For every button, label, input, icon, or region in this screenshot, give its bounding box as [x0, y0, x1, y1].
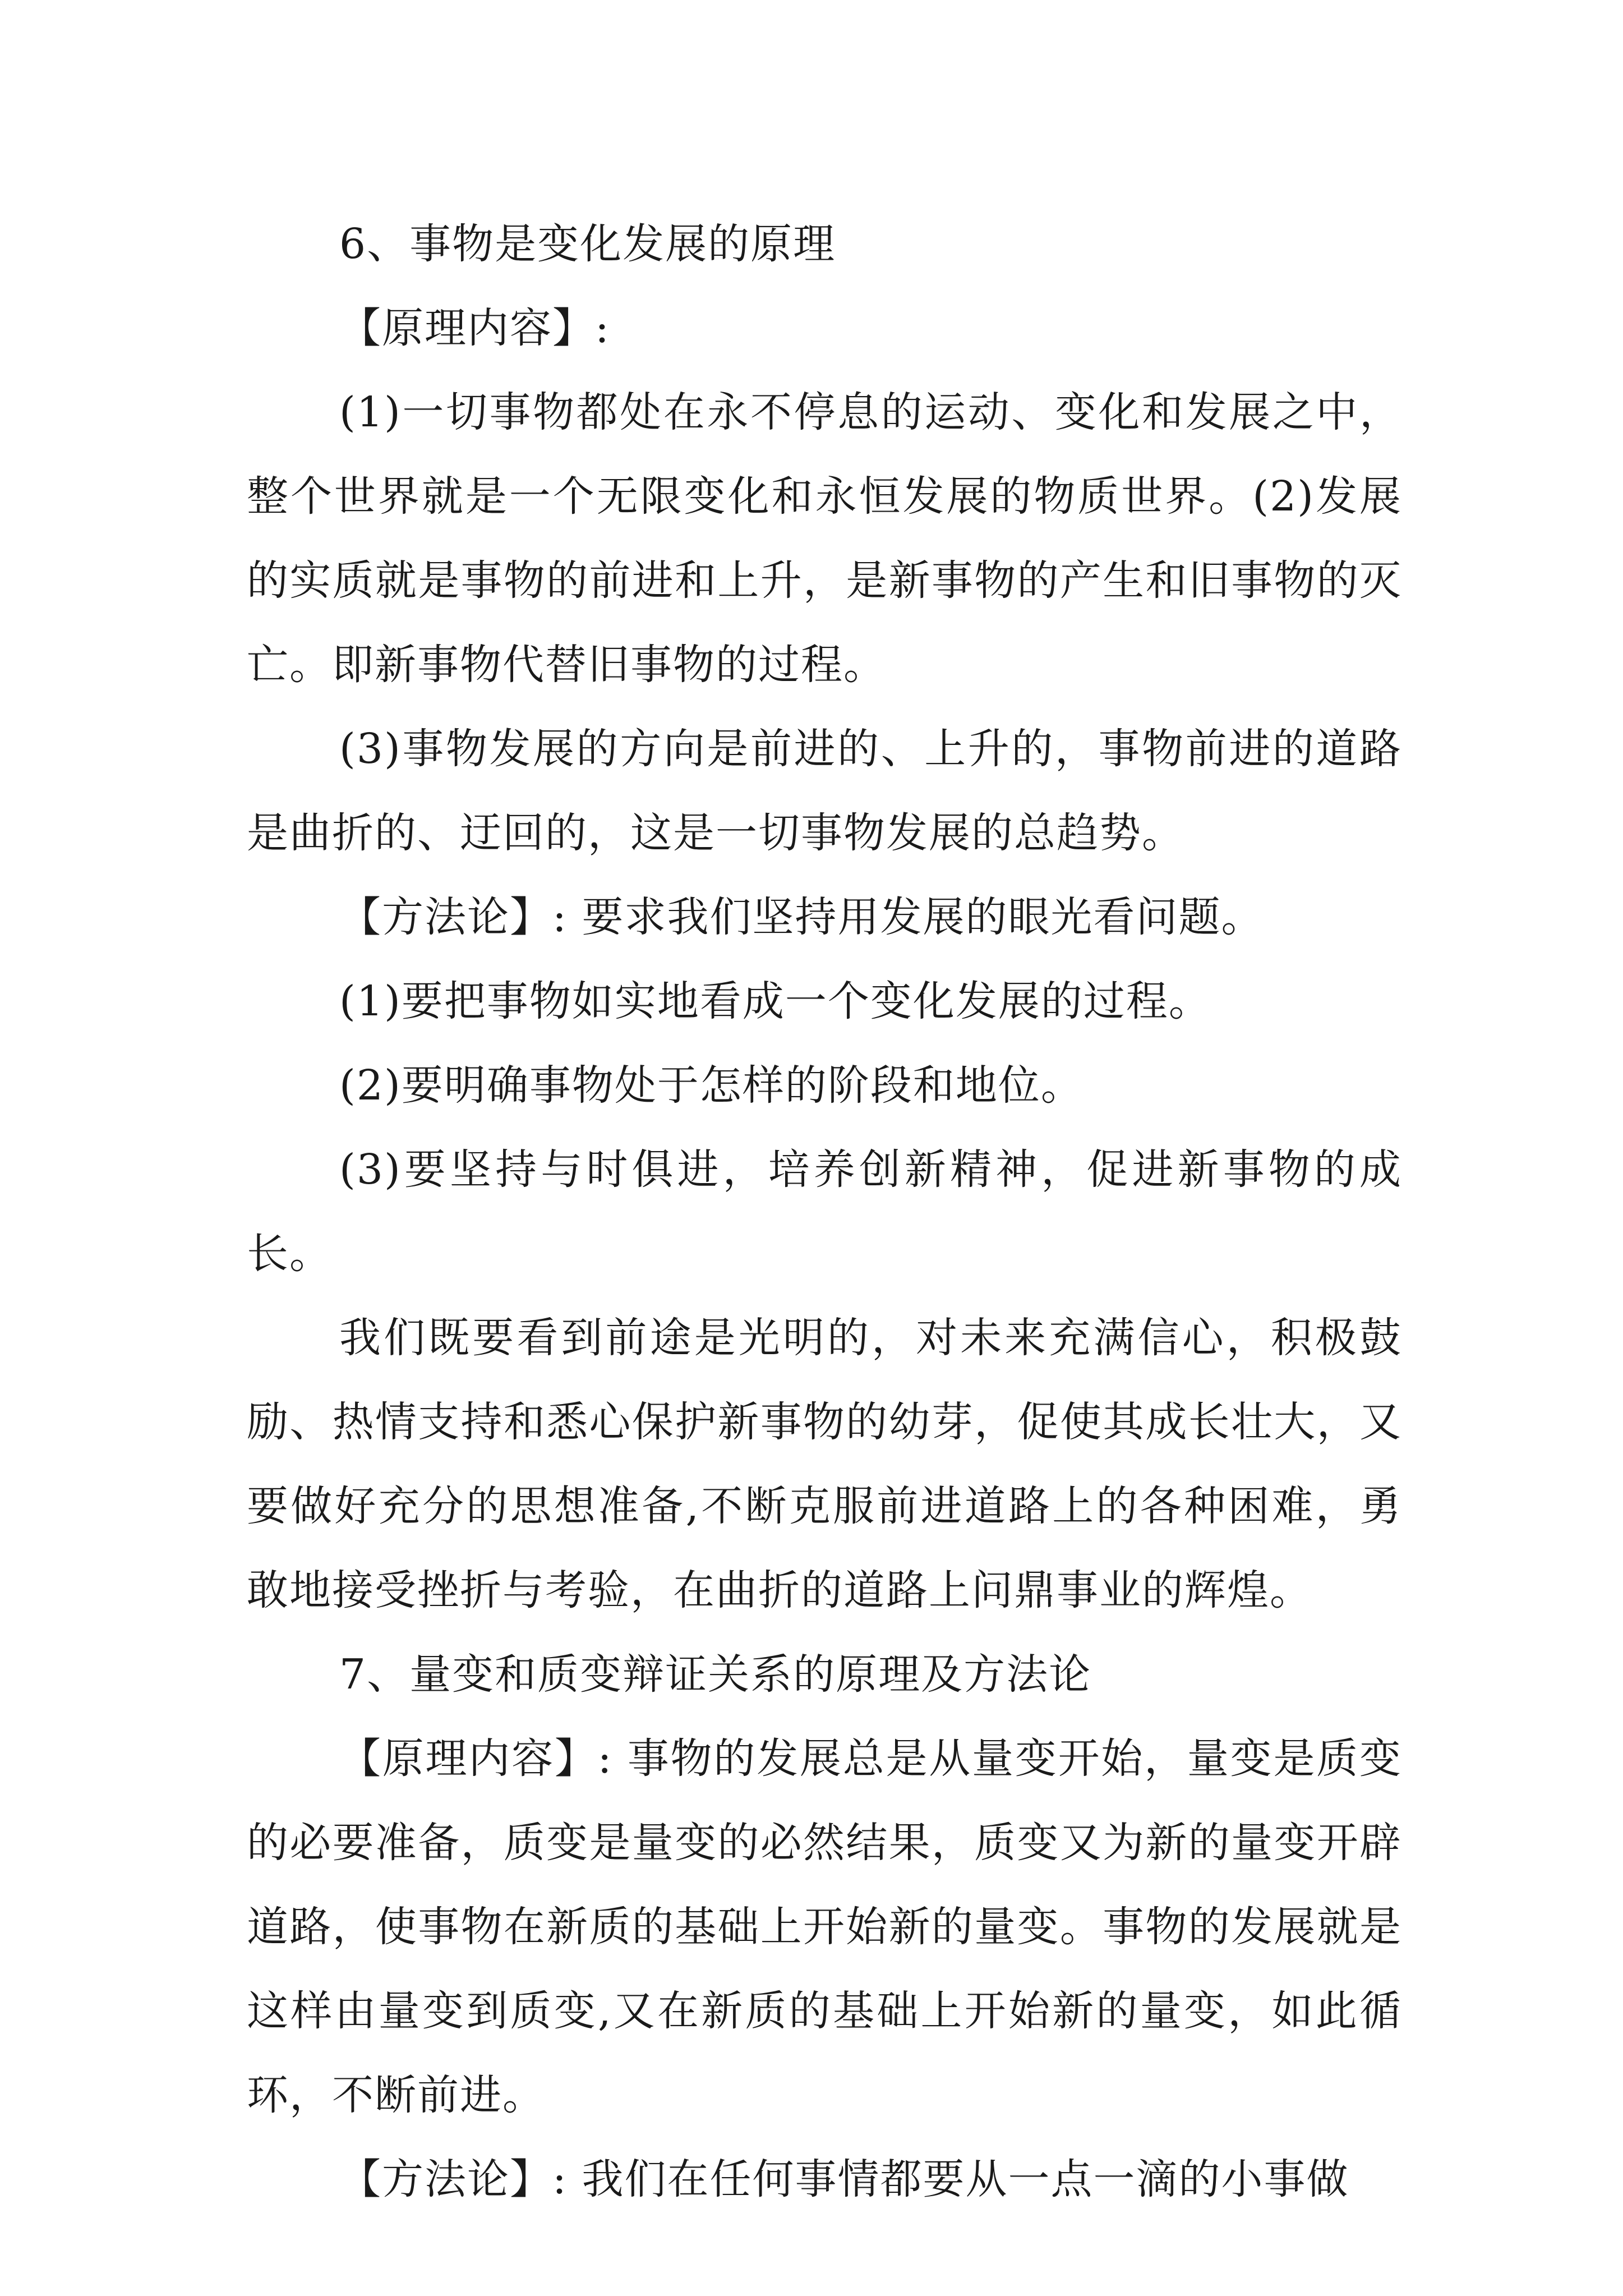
section-6-paragraph-3: 我们既要看到前途是光明的，对未来充满信心，积极鼓励、热情支持和悉心保护新事物的幼芽，促使其成长壮大，又要做好充分的思想准备,不断克服前进道路上的各种困难，勇敢地接受挫折与考验，在曲折的道路上问鼎事业的辉煌。 — [247, 1314, 1402, 1614]
section-6-method-item-1: (1)要把事物如实地看成一个变化发展的过程。 — [339, 977, 1211, 1025]
section-6-paragraph-1: (1)一切事物都处在永不停息的运动、变化和发展之中，整个世界就是一个无限变化和永恒发展的物质世界。(2)发展的实质就是事物的前进和上升，是新事物的产生和旧事物的灭亡。即新事物代替旧事物的过程。 — [247, 388, 1402, 689]
section-6-method-item-3: (3)要坚持与时俱进，培养创新精神，促进新事物的成长。 — [247, 1145, 1402, 1278]
section-7-methodology: 【方法论】: 我们在任何事情都要从一点一滴的小事做 — [339, 2155, 1349, 2203]
section-6-content-label: 【原理内容】: — [339, 304, 610, 352]
section-7-content: 【原理内容】: 事物的发展总是从量变开始，量变是质变的必要准备，质变是量变的必然结果，质变又为新的量变开辟道路，使事物在新质的基础上开始新的量变。事物的发展就是这样由量变到质变,又在新质的基础上开始新的量变，如此循环，不断前进。 — [247, 1734, 1402, 2119]
section-6-paragraph-2: (3)事物发展的方向是前进的、上升的，事物前进的道路是曲折的、迂回的，这是一切事物发展的总趋势。 — [247, 725, 1402, 857]
section-6-methodology: 【方法论】: 要求我们坚持用发展的眼光看问题。 — [339, 893, 1264, 941]
document-body — [247, 202, 1402, 2221]
section-6-heading: 6、事物是变化发展的原理 — [339, 220, 836, 268]
section-6-method-item-2: (2)要明确事物处于怎样的阶段和地位。 — [339, 1061, 1083, 1110]
section-7-heading: 7、量变和质变辩证关系的原理及方法论 — [339, 1650, 1092, 1699]
